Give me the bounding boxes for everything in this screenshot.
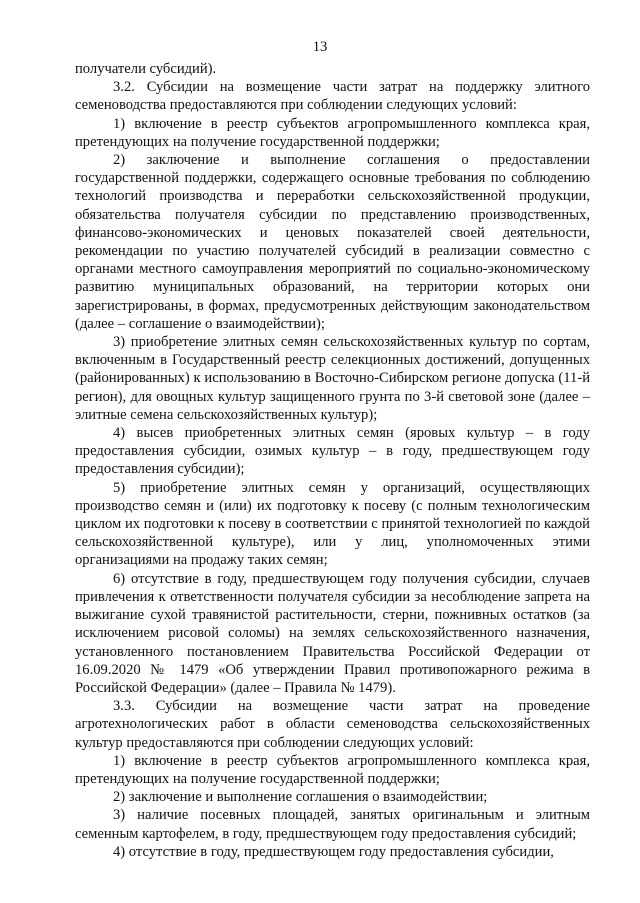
clause-3-3-item-1: 1) включение в реестр субъектов агропромышленного комплекса края, претендующих на получение государственной поддержки; xyxy=(75,752,590,787)
clause-3-2-item-3: 3) приобретение элитных семян сельскохозяйственных культур по сортам, включенным в Государственный реестр селекционных достижений, допущенных (районированных) к использованию в Восточно-Сибирском регионе допуска (11-й регион), для овощных культур защищенного грунта по 3-й световой зоне (далее – элитные семена сельскохозяйственных культур); xyxy=(75,334,590,423)
clause-3-3: 3.3. Субсидии на возмещение части затрат на проведение агротехнологических работ в области семеноводства сельскохозяйственных культур предоставляются при соблюдении следующих условий: xyxy=(75,698,590,751)
clause-3-2-item-1: 1) включение в реестр субъектов агропромышленного комплекса края, претендующих на получение государственной поддержки; xyxy=(75,115,590,150)
clause-3-3-item-4: 4) отсутствие в году, предшествующем году предоставления субсидии, xyxy=(113,843,554,860)
clause-3-3-item-3: 3) наличие посевных площадей, занятых оригинальным и элитным семенным картофелем, в году, предшествующем году предоставления субсидий; xyxy=(75,807,590,842)
paragraph-continuation: получатели субсидий). xyxy=(75,61,217,77)
clause-3-3-item-2: 2) заключение и выполнение соглашения о взаимодействии; xyxy=(113,789,488,806)
clause-3-2-item-4: 4) высев приобретенных элитных семян (яровых культур – в году предоставления субсидии, озимых культур – в году, предшествующем году предоставления субсидии); xyxy=(75,425,590,478)
clause-3-2-item-2: 2) заключение и выполнение соглашения о предоставлении государственной поддержки, содержащего основные требования по соблюдению технологий производства и переработки сельскохозяйственной продукции, обязательства получателя субсидии по представлению производственных, финансово-экономических и ценовых показателей своей деятельности, рекомендации по участию получателей субсидий в реализации совместно с органами местного самоуправления мероприятий по социально-экономическому развитию муниципальных образований, на территории которых они зарегистрированы, в формах, предусмотренных действующим законодательством (далее – соглашение о взаимодействии); xyxy=(75,152,590,332)
clause-3-2-item-5: 5) приобретение элитных семян у организаций, осуществляющих производство семян и (или) их подготовку к посеву (с полным технологическим циклом их подготовки к посеву в соответствии с принятой технологией по каждой сельскохозяйственной культуре), или у лиц, уполномоченных этими организациями на продажу таких семян; xyxy=(75,479,590,569)
clause-3-2: 3.2. Субсидии на возмещение части затрат на поддержку элитного семеноводства предоставляются при соблюдении следующих условий: xyxy=(75,79,590,114)
document-body xyxy=(75,60,590,861)
clause-3-2-item-6: 6) отсутствие в году, предшествующем году получения субсидии, случаев привлечения к ответственности получателя субсидии за несоблюдение запрета на выжигание сухой травянистой растительности, стерни, пожнивных остатков (за исключением рисовой соломы) на землях сельскохозяйственного назначения, установленного постановлением Правительства Российской Федерации от 16.09.2020 № 1479 «Об утверждении Правил противопожарного режима в Российской Федерации» (далее – Правила № 1479). xyxy=(75,570,590,696)
page-number: 13 xyxy=(312,39,328,55)
